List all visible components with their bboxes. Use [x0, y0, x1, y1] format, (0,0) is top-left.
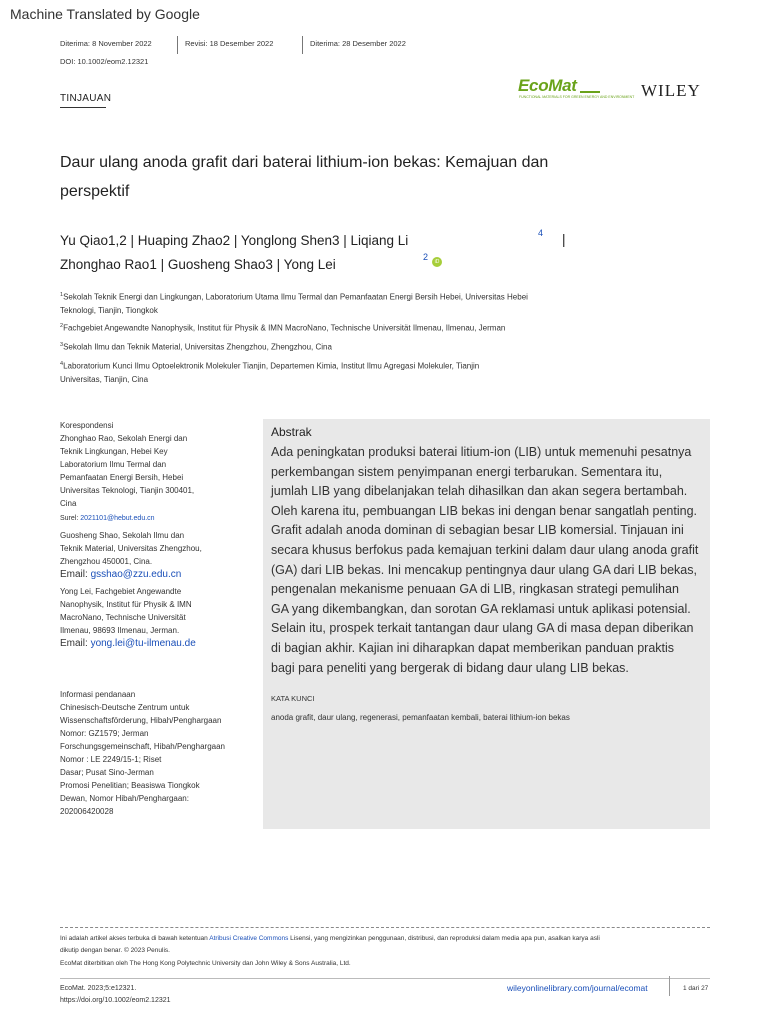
correspondence-line: Teknik Lingkungan, Hebei Key [60, 447, 168, 456]
abstract-line: (GA) dari LIB bekas. Ini mencakup pentingnya daur ulang GA dari LIB bekas, [271, 562, 697, 577]
funding-line: Dewan, Nomor Hibah/Penghargaan: [60, 794, 189, 803]
keywords-heading: KATA KUNCI [271, 694, 315, 703]
correspondence-line: Universitas Teknologi, Tianjin 300401, [60, 486, 195, 495]
section-label: TINJAUAN [60, 93, 112, 104]
abstract-line: jumlah LIB yang dibelanjakan telah dihasilkan dan akan segera bertambah. [271, 484, 688, 499]
abstract-line: Oleh karena itu, pembuangan LIB bekas ini dengan benar sangatlah penting. [271, 503, 698, 518]
abstract-line: pengenalan mekanisme penuaan GA di LIB, ringkasan strategi pemulihan [271, 582, 679, 597]
doi-label: DOI: 10.1002/eom2.12321 [60, 57, 149, 66]
correspondence-line: Ilmenau, 98693 Ilmenau, Jerman. [60, 626, 180, 635]
journal-link[interactable]: wileyonlinelibrary.com/journal/ecomat [507, 983, 648, 993]
author-superscript: 2 [423, 252, 429, 262]
abstract-line: Grafit adalah anoda dominan di sebagian besar LIB komersial. Tinjauan ini [271, 523, 684, 538]
funding-line: Promosi Penelitian; Beasiswa Tiongkok [60, 781, 200, 790]
funding-line: Nomor : LE 2249/15-1; Riset [60, 755, 162, 764]
abstract-line: Ada peningkatan produksi baterai litium-ion (LIB) untuk memenuhi pesatnya [271, 445, 692, 459]
correspondence-block [60, 419, 245, 650]
email-row [60, 637, 245, 650]
affiliation-text-cont: Universitas, Tianjin, Cina [60, 374, 149, 384]
correspondence-line: Zhengzhou 450001, Cina. [60, 557, 153, 566]
author-separator: | [562, 232, 566, 247]
license-note [60, 933, 720, 944]
correspondence-line: Cina [60, 499, 77, 508]
affiliation-text-cont: Teknologi, Tianjin, Tiongkok [60, 305, 158, 315]
abstract-line: bagi para peneliti yang bergerak di bidang daur ulang LIB bekas. [271, 660, 629, 675]
affiliation-4 [60, 358, 600, 386]
author-superscript: 4 [538, 228, 544, 238]
funding-line: Informasi pendanaan [60, 690, 136, 699]
meta-divider [177, 36, 178, 54]
affiliation-number: 2 [60, 323, 64, 329]
abstract-line: Selain itu, prospek terkait tantangan daur ulang GA di masa depan diberikan [271, 621, 694, 636]
email-row [60, 512, 245, 525]
abstract-line: di bagian akhir. Kajian ini diharapkan dapat memberikan panduan praktis [271, 640, 675, 655]
ecomat-tagline: FUNCTIONAL MATERIALS FOR GREEN ENERGY AND ENVIRONMENT [519, 95, 635, 99]
funding-line: Wissenschaftsförderung, Hibah/Penghargaan [60, 716, 222, 725]
correspondence-line: MacroNano, Technische Universität [60, 613, 186, 622]
correspondence-line: Teknik Material, Universitas Zhengzhou, [60, 544, 202, 553]
email-link[interactable]: yong.lei@tu-ilmenau.de [90, 638, 196, 649]
funding-line: Forschungsgemeinschaft, Hibah/Penghargaan [60, 742, 225, 751]
article-title [60, 148, 600, 206]
translation-banner [0, 0, 768, 28]
email-label: Email: [60, 638, 91, 649]
funding-line: Chinesisch-Deutsche Zentrum untuk [60, 703, 190, 712]
funding-line: Nomor: GZ1579; Jerman [60, 729, 149, 738]
abstract-line: secara khusus berfokus pada kemajuan terkini dalam daur ulang anoda grafit [271, 542, 699, 557]
correspondence-line: Guosheng Shao, Sekolah Ilmu dan [60, 531, 185, 540]
correspondence-line: Laboratorium Ilmu Termal dan [60, 460, 167, 469]
correspondence-line: Nanophysik, Institut für Physik & IMN [60, 600, 192, 609]
abstract-body [271, 443, 707, 678]
affiliation-text: Sekolah Ilmu dan Teknik Material, Universitas Zhengzhou, Zhengzhou, Cina [63, 342, 332, 352]
email-link[interactable]: 2021101@hebut.edu.cn [80, 515, 155, 522]
email-link[interactable]: gsshao@zzu.edu.cn [90, 569, 182, 580]
abstract-line: perkembangan sistem penyimpanan energi terbarukan. Sementara itu, [271, 464, 663, 479]
email-row [60, 568, 245, 581]
funding-block [60, 688, 245, 818]
affiliation-text: Sekolah Teknik Energi dan Lingkungan, Laboratorium Utama Ilmu Termal dan Pemanfaatan Energi Bersih Hebei, Universitas Hebei [63, 292, 528, 302]
revised-date: Revisi: 18 Desember 2022 [185, 39, 274, 48]
affiliation-text: Laboratorium Kunci Ilmu Optoelektronik Molekuler Tianjin, Departemen Kimia, Institut Ilmu Agregasi Molekuler, Tianjin [63, 361, 480, 371]
correspondence-line: Pemanfaatan Energi Bersih, Hebei [60, 473, 184, 482]
doi-link[interactable]: https://doi.org/10.1002/eom2.12321 [60, 997, 171, 1004]
abstract-heading: Abstrak [271, 425, 312, 439]
correspondence-line: Yong Lei, Fachgebiet Angewandte [60, 587, 182, 596]
orcid-icon[interactable]: iD [432, 257, 442, 267]
correspondence-heading: Korespondensi [60, 421, 114, 430]
ecomat-logo: EcoMat [518, 76, 577, 95]
funding-line: 202006420028 [60, 807, 114, 816]
license-text: Ini adalah artikel akses terbuka di bawah ketentuan [60, 935, 210, 942]
keywords-list: anoda grafit, daur ulang, regenerasi, pemanfaatan kembali, baterai lithium-ion bekas [271, 713, 570, 722]
license-note-cont: dikutip dengan benar. © 2023 Penulis. [60, 947, 170, 954]
affiliation-text: Fachgebiet Angewandte Nanophysik, Institut für Physik & IMN MacroNano, Technische Universität Ilmenau, Ilmenau, Jerman [63, 323, 506, 333]
received-date: Diterima: 8 November 2022 [60, 39, 152, 48]
footer-vsep [669, 976, 670, 996]
email-label: Email: [60, 569, 91, 580]
banner-text: Machine Translated by Google [10, 6, 200, 22]
affiliation-number: 3 [60, 342, 64, 348]
citation: EcoMat. 2023;5:e12321. [60, 985, 137, 992]
title-line-2: perspektif [60, 183, 130, 200]
ecomat-logo-bar [580, 91, 600, 93]
correspondence-line: Zhonghao Rao, Sekolah Energi dan [60, 434, 188, 443]
funding-line: Dasar; Pusat Sino-Jerman [60, 768, 154, 777]
meta-divider [302, 36, 303, 54]
author-list [60, 229, 460, 277]
authors-line-2: Zhonghao Rao1 | Guosheng Shao3 | Yong Lei [60, 257, 336, 272]
footer-rule [60, 978, 710, 979]
section-underline [60, 107, 106, 108]
affiliation-1 [60, 289, 600, 317]
publisher-note: EcoMat diterbitkan oleh The Hong Kong Polytechnic University dan John Wiley & Sons Australia, Ltd. [60, 960, 351, 967]
page-number: 1 dari 27 [683, 985, 709, 992]
wiley-logo: WILEY [641, 81, 701, 100]
affiliation-3 [60, 339, 600, 354]
footer-divider [60, 927, 710, 928]
accepted-date: Diterima: 28 Desember 2022 [310, 39, 406, 48]
email-label: Surel: [60, 515, 81, 522]
affiliation-number: 4 [60, 361, 64, 367]
authors-line-1: Yu Qiao1,2 | Huaping Zhao2 | Yonglong Shen3 | Liqiang Li [60, 233, 409, 248]
affiliation-2 [60, 320, 600, 335]
affiliation-number: 1 [60, 292, 64, 298]
title-line-1: Daur ulang anoda grafit dari baterai lithium-ion bekas: Kemajuan dan [60, 154, 549, 171]
license-text: Lisensi, yang mengizinkan penggunaan, distribusi, dan reproduksi dalam media apa pun, asalkan karya asli [288, 935, 600, 942]
abstract-line: GA yang dikembangkan, dan sorotan GA reklamasi untuk aplikasi potensial. [271, 601, 691, 616]
license-link[interactable]: Atribusi Creative Commons [209, 935, 289, 942]
